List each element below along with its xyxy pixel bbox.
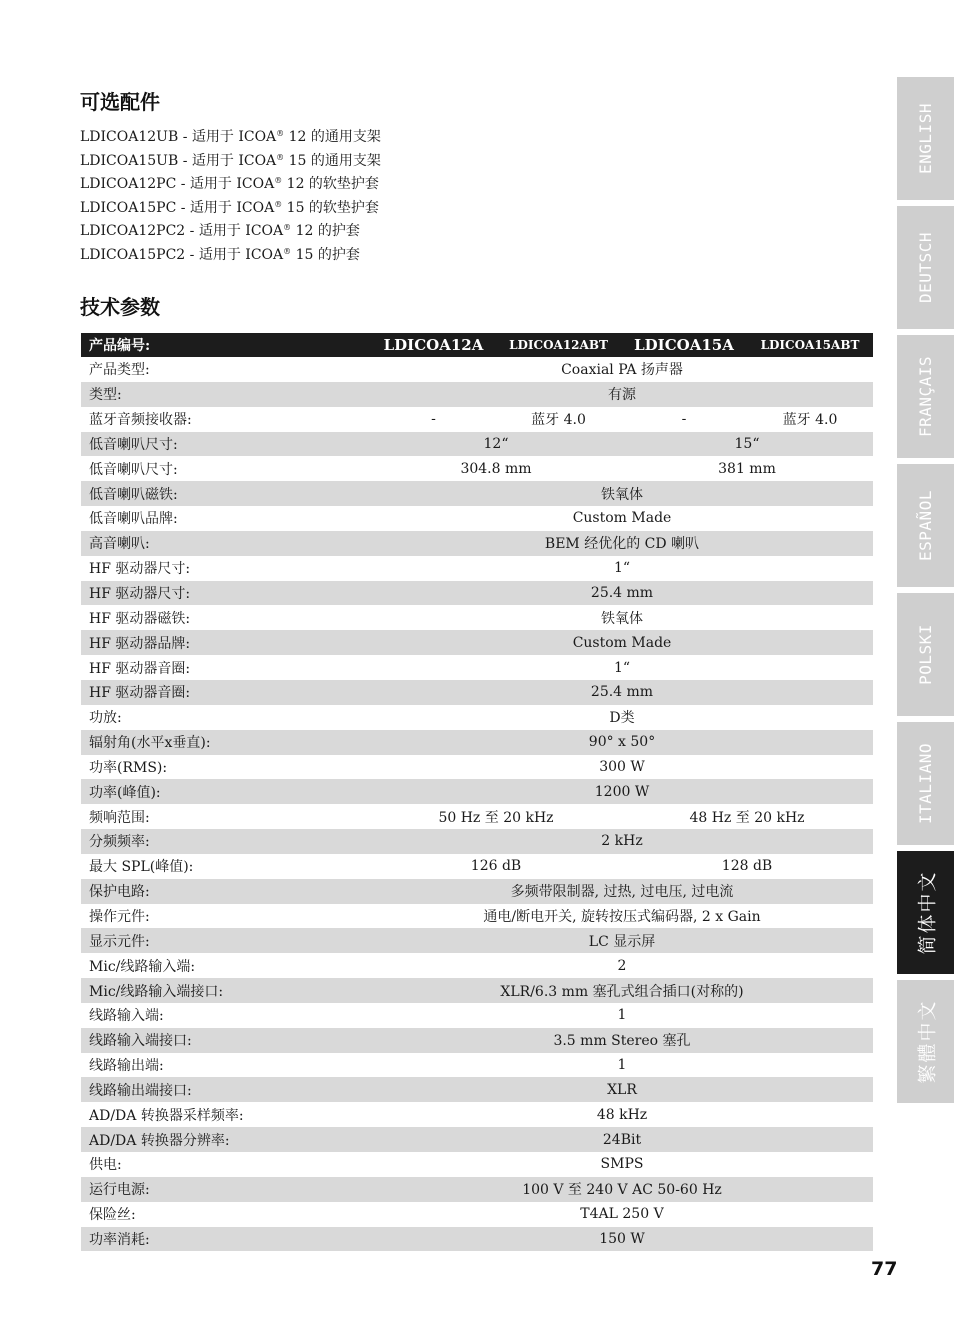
- spec-label: HF 驱动器磁铁:: [81, 605, 371, 630]
- accessory-text-suffix: 15 的通用支架: [284, 152, 381, 169]
- spec-row: [81, 705, 873, 730]
- language-tab[interactable]: [897, 593, 954, 716]
- language-tab-label: POLSKI: [916, 624, 936, 685]
- spec-value: 2 kHz: [371, 829, 873, 854]
- model-ldicoa12a: LDICOA12A: [371, 333, 496, 357]
- registered-mark: ®: [276, 129, 285, 138]
- spec-row: [81, 680, 873, 705]
- spec-value: SMPS: [371, 1152, 873, 1177]
- language-tab-label: ITALIANO: [916, 742, 935, 825]
- spec-value: 15“: [621, 432, 873, 457]
- spec-label: 线路输出端:: [81, 1053, 371, 1078]
- spec-value: 12“: [371, 432, 621, 457]
- accessory-item: [80, 169, 381, 193]
- spec-row: [81, 928, 873, 953]
- spec-value: 铁氧体: [371, 481, 873, 506]
- language-tab[interactable]: [897, 206, 954, 329]
- accessory-text: LDICOA12PC - 适用于 ICOA: [80, 176, 275, 193]
- spec-row: [81, 456, 873, 481]
- spec-value: D类: [371, 705, 873, 730]
- spec-table: [81, 333, 873, 1251]
- spec-label: 蓝牙音频接收器:: [81, 407, 371, 432]
- spec-row: [81, 1028, 873, 1053]
- spec-label: HF 驱动器品牌:: [81, 630, 371, 655]
- language-tab[interactable]: [897, 851, 954, 974]
- spec-row: [81, 382, 873, 407]
- spec-value: 48 kHz: [371, 1102, 873, 1127]
- spec-row: [81, 1102, 873, 1127]
- spec-value: 25.4 mm: [371, 581, 873, 606]
- registered-mark: ®: [274, 199, 283, 209]
- spec-header-row: [81, 333, 873, 357]
- spec-label: 线路输入端接口:: [81, 1028, 371, 1053]
- spec-row: [81, 755, 873, 780]
- language-tab[interactable]: [897, 77, 954, 200]
- spec-value: 铁氧体: [371, 605, 873, 630]
- spec-row: [81, 1227, 873, 1252]
- spec-row: [81, 481, 873, 506]
- registered-mark: ®: [283, 246, 292, 256]
- spec-row: [81, 779, 873, 804]
- accessory-text: LDICOA12UB - 适用于 ICOA: [80, 129, 277, 145]
- spec-value: 1: [371, 1053, 873, 1078]
- spec-label: 保险丝:: [81, 1202, 371, 1227]
- language-tab[interactable]: [897, 722, 954, 845]
- spec-row: [81, 581, 873, 606]
- spec-row: [81, 556, 873, 581]
- spec-label: AD/DA 转换器分辨率:: [81, 1127, 371, 1152]
- spec-header-label: 产品编号:: [81, 333, 371, 357]
- spec-value: 48 Hz 至 20 kHz: [621, 804, 873, 829]
- spec-label: 类型:: [81, 382, 371, 407]
- accessory-item: [80, 122, 381, 146]
- spec-label: 低音喇叭磁铁:: [81, 481, 371, 506]
- accessory-text-suffix: 12 的护套: [291, 223, 360, 240]
- model-ldicoa15a: LDICOA15A: [621, 333, 747, 357]
- spec-row: [81, 531, 873, 556]
- page-number: 77: [871, 1258, 898, 1280]
- language-tab-label: ENGLISH: [916, 103, 935, 174]
- language-tab-label: DEUTSCH: [916, 232, 935, 303]
- spec-row: [81, 904, 873, 929]
- spec-row: [81, 1127, 873, 1152]
- spec-value: 1200 W: [371, 779, 873, 804]
- spec-value: 蓝牙 4.0: [747, 407, 873, 432]
- spec-row: [81, 605, 873, 630]
- accessory-item: [80, 146, 381, 170]
- registered-mark: ®: [276, 152, 285, 162]
- accessories-list: [80, 122, 381, 264]
- accessory-text: LDICOA12PC2 - 适用于 ICOA: [80, 223, 284, 240]
- spec-label: 低音喇叭尺寸:: [81, 432, 371, 457]
- language-tab-label: FRANÇAIS: [916, 355, 935, 438]
- spec-value: 90° x 50°: [371, 730, 873, 755]
- spec-row: [81, 655, 873, 680]
- spec-value: BEM 经优化的 CD 喇叭: [371, 531, 873, 556]
- accessories-heading: 可选配件: [80, 90, 160, 114]
- spec-value: 50 Hz 至 20 kHz: [371, 804, 621, 829]
- spec-label: HF 驱动器尺寸:: [81, 581, 371, 606]
- accessory-text-suffix: 15 的软垫护套: [282, 199, 379, 216]
- model-ldicoa12abt: LDICOA12ABT: [496, 333, 621, 357]
- spec-value: XLR/6.3 mm 塞孔式组合插口(对称的): [371, 978, 873, 1003]
- language-tab[interactable]: [897, 335, 954, 458]
- spec-label: 运行电源:: [81, 1177, 371, 1202]
- spec-label: 线路输入端:: [81, 1003, 371, 1028]
- spec-value: Custom Made: [371, 506, 873, 531]
- spec-value: Coaxial PA 扬声器: [371, 357, 873, 382]
- language-tab-label: ESPAÑOL: [916, 490, 935, 561]
- spec-value: 2: [371, 953, 873, 978]
- spec-row: [81, 432, 873, 457]
- spec-row: [81, 1077, 873, 1102]
- spec-value: -: [371, 407, 496, 432]
- spec-value: -: [621, 407, 747, 432]
- spec-label: HF 驱动器音圈:: [81, 655, 371, 680]
- spec-label: 功率消耗:: [81, 1227, 371, 1252]
- spec-label: 最大 SPL(峰值):: [81, 854, 371, 879]
- spec-value: 126 dB: [371, 854, 621, 879]
- spec-value: 25.4 mm: [371, 680, 873, 705]
- spec-row: [81, 953, 873, 978]
- spec-label: 高音喇叭:: [81, 531, 371, 556]
- accessory-text: LDICOA15PC - 适用于 ICOA: [80, 199, 275, 216]
- spec-label: 辐射角(水平x垂直):: [81, 730, 371, 755]
- spec-value: 1: [371, 1003, 873, 1028]
- spec-label: 线路输出端接口:: [81, 1077, 371, 1102]
- accessory-text-suffix: 15 的护套: [291, 246, 360, 263]
- spec-label: 低音喇叭品牌:: [81, 506, 371, 531]
- spec-value: LC 显示屏: [371, 928, 873, 953]
- spec-label: 功率(RMS):: [81, 755, 371, 780]
- spec-row: [81, 730, 873, 755]
- spec-row: [81, 630, 873, 655]
- spec-label: Mic/线路输入端接口:: [81, 978, 371, 1003]
- spec-row: [81, 1152, 873, 1177]
- accessory-text: LDICOA15UB - 适用于 ICOA: [80, 152, 277, 169]
- spec-label: 操作元件:: [81, 904, 371, 929]
- spec-label: 显示元件:: [81, 928, 371, 953]
- spec-value: 300 W: [371, 755, 873, 780]
- spec-row: [81, 1003, 873, 1028]
- spec-value: 150 W: [371, 1227, 873, 1252]
- accessory-item: [80, 193, 381, 217]
- spec-row: [81, 829, 873, 854]
- spec-value: XLR: [371, 1077, 873, 1102]
- spec-label: AD/DA 转换器采样频率:: [81, 1102, 371, 1127]
- language-tab[interactable]: [897, 464, 954, 587]
- spec-label: HF 驱动器音圈:: [81, 680, 371, 705]
- spec-row: [81, 1053, 873, 1078]
- spec-value: 100 V 至 240 V AC 50-60 Hz: [371, 1177, 873, 1202]
- language-tab[interactable]: [897, 980, 954, 1103]
- spec-value: 381 mm: [621, 456, 873, 481]
- spec-row: [81, 1202, 873, 1227]
- registered-mark: ®: [283, 223, 292, 233]
- spec-value: 3.5 mm Stereo 塞孔: [371, 1028, 873, 1053]
- spec-row: [81, 407, 873, 432]
- accessory-text-suffix: 12 的通用支架: [284, 129, 381, 145]
- accessory-text-suffix: 12 的软垫护套: [282, 176, 379, 193]
- spec-label: Mic/线路输入端:: [81, 953, 371, 978]
- spec-value: T4AL 250 V: [371, 1202, 873, 1227]
- registered-mark: ®: [274, 176, 283, 186]
- spec-row: [81, 978, 873, 1003]
- spec-row: [81, 506, 873, 531]
- spec-value: 多频带限制器, 过热, 过电压, 过电流: [371, 879, 873, 904]
- spec-row: [81, 357, 873, 382]
- spec-value: 有源: [371, 382, 873, 407]
- spec-value: 304.8 mm: [371, 456, 621, 481]
- spec-label: 保护电路:: [81, 879, 371, 904]
- spec-value: 128 dB: [621, 854, 873, 879]
- spec-label: 功率(峰值):: [81, 779, 371, 804]
- model-ldicoa15abt: LDICOA15ABT: [747, 333, 873, 357]
- language-tab-label: 简体中文: [916, 870, 939, 955]
- spec-label: 分频频率:: [81, 829, 371, 854]
- spec-label: 产品类型:: [81, 357, 371, 382]
- spec-value: 24Bit: [371, 1127, 873, 1152]
- spec-value: 通电/断电开关, 旋转按压式编码器, 2 x Gain: [371, 904, 873, 929]
- accessory-text: LDICOA15PC2 - 适用于 ICOA: [80, 246, 284, 263]
- spec-row: [81, 1177, 873, 1202]
- accessory-item: [80, 240, 381, 264]
- spec-value: Custom Made: [371, 630, 873, 655]
- spec-row: [81, 879, 873, 904]
- accessory-item: [80, 216, 381, 240]
- spec-value: 蓝牙 4.0: [496, 407, 621, 432]
- specs-heading: 技术参数: [80, 295, 160, 319]
- spec-label: 供电:: [81, 1152, 371, 1177]
- spec-row: [81, 804, 873, 829]
- spec-label: 功放:: [81, 705, 371, 730]
- spec-value: 1“: [371, 556, 873, 581]
- spec-label: HF 驱动器尺寸:: [81, 556, 371, 581]
- spec-label: 频响范围:: [81, 804, 371, 829]
- language-tab-label: 繁體中文: [916, 999, 939, 1084]
- spec-value: 1“: [371, 655, 873, 680]
- spec-label: 低音喇叭尺寸:: [81, 456, 371, 481]
- spec-row: [81, 854, 873, 879]
